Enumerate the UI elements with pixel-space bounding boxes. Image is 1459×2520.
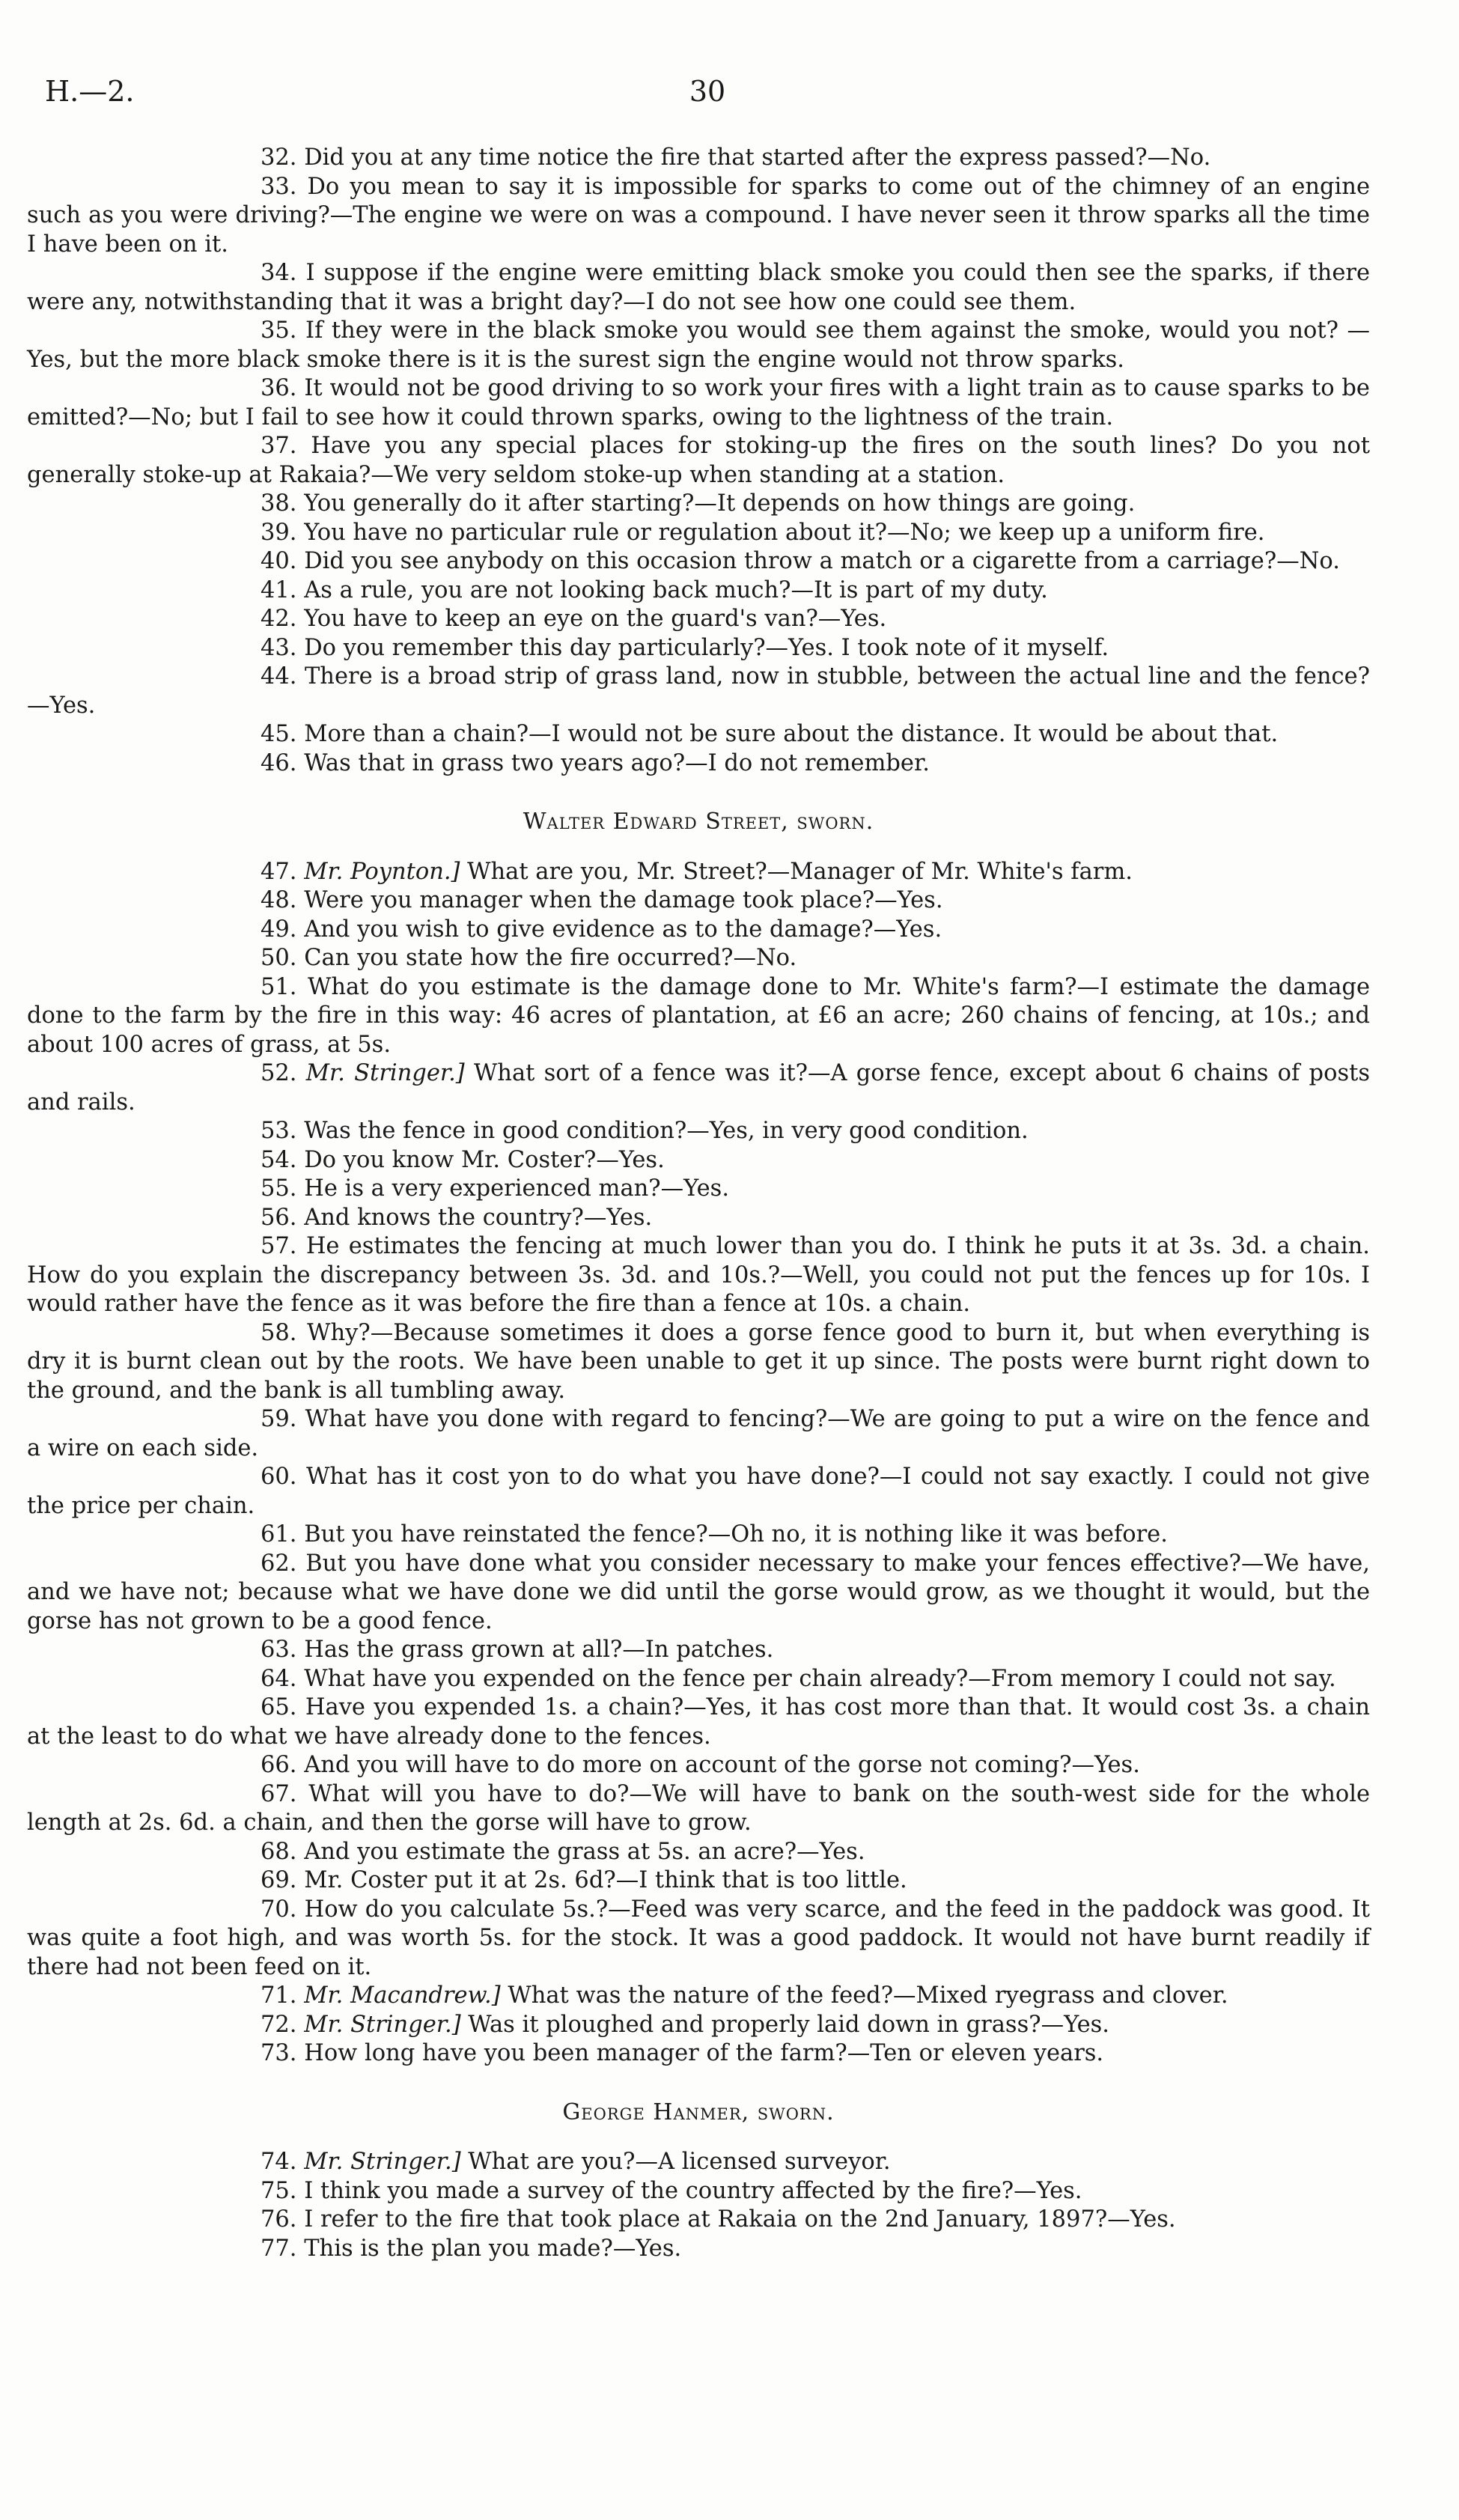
question-number: 33.	[261, 173, 297, 200]
question-answer-text: Have you expended 1s. a chain?—Yes, it has cost more than that. It would cost 3s. a chain at the least to do what we have already done to the fences.	[27, 1694, 1371, 1750]
question-answer-text: Can you state how the fire occurred?—No.	[304, 945, 797, 971]
question-number: 67.	[261, 1780, 297, 1807]
testimony-entry	[27, 519, 1370, 548]
question-number: 51.	[261, 973, 297, 1000]
testimony-entry	[27, 144, 1370, 173]
question-answer-text: Did you at any time notice the fire that started after the express passed?—No.	[304, 144, 1211, 171]
testimony-entry	[27, 634, 1370, 663]
testimony-entry	[27, 1780, 1370, 1838]
question-answer-text: Do you know Mr. Coster?—Yes.	[304, 1146, 665, 1173]
testimony-entry	[27, 317, 1370, 374]
testimony-entry	[27, 886, 1370, 916]
question-answer-text: He estimates the fencing at much lower than you do. I think he puts it at 3s. 3d. a chain. How do you explain the discrepancy between 3s. 3d. and 10s.?—Well, you could not put the fences up for 10s. I would rather have the fence as it was before the fire than a fence at 10s. a chain.	[27, 1233, 1370, 1317]
question-answer-text: I refer to the fire that took place at Rakaia on the 2nd January, 1897?—Yes.	[304, 2206, 1176, 2233]
testimony-entry	[27, 547, 1370, 576]
question-answer-text: How long have you been manager of the farm?—Ten or eleven years.	[304, 2040, 1104, 2066]
witness-heading: Walter Edward Street, sworn.	[523, 809, 874, 835]
question-answer-text: But you have reinstated the fence?—Oh no, it is nothing like it was before.	[304, 1521, 1168, 1547]
question-answer-text: What do you estimate is the damage done to Mr. White's farm?—I estimate the damage done to the farm by the fire in this way: 46 acres of plantation, at £6 an acre; 260 chains of fencing, at 10s.; and about 100 acres of grass, at 5s.	[27, 973, 1371, 1058]
question-number: 74.	[261, 2149, 297, 2175]
question-answer-text: Do you remember this day particularly?—Yes. I took note of it myself.	[304, 634, 1109, 661]
testimony-entry	[27, 749, 1370, 779]
testimony-entry	[27, 1636, 1370, 1665]
testimony-entry	[27, 576, 1370, 606]
document-body	[27, 144, 1370, 2263]
question-number: 52.	[261, 1060, 297, 1086]
testimony-entry	[27, 1896, 1370, 1982]
question-number: 32.	[261, 144, 297, 171]
witness-heading: George Hanmer, sworn.	[562, 2099, 835, 2125]
question-number: 69.	[261, 1867, 297, 1893]
question-number: 34.	[261, 260, 297, 286]
question-number: 49.	[261, 916, 297, 943]
testimony-entry	[27, 2177, 1370, 2206]
question-number: 48.	[261, 887, 297, 913]
question-answer-text: But you have done what you consider necessary to make your fences effective?—We have, and we have not; because what we have done we did until the gorse would grow, as we thought it would, but the gorse has not grown to be a good fence.	[27, 1550, 1370, 1634]
question-number: 66.	[261, 1752, 297, 1778]
question-number: 75.	[261, 2177, 297, 2204]
question-number: 61.	[261, 1521, 297, 1547]
question-answer-text: He is a very experienced man?—Yes.	[304, 1175, 730, 1202]
question-answer-text: And you wish to give evidence as to the damage?—Yes.	[304, 916, 942, 943]
question-number: 37.	[261, 433, 297, 459]
testimony-entry	[27, 1665, 1370, 1694]
question-answer-text: And you will have to do more on account of the gorse not coming?—Yes.	[304, 1752, 1140, 1778]
question-answer-text: Was it ploughed and properly laid down in grass?—Yes.	[468, 2011, 1109, 2038]
question-number: 42.	[261, 606, 297, 632]
page-number: 30	[689, 75, 726, 108]
question-number: 44.	[261, 663, 297, 690]
question-number: 45.	[261, 721, 297, 747]
testimony-entry	[27, 259, 1370, 317]
question-number: 58.	[261, 1319, 297, 1346]
question-answer-text: What are you, Mr. Street?—Manager of Mr. White's farm.	[467, 858, 1133, 885]
testimony-entry	[27, 1232, 1370, 1319]
question-number: 62.	[261, 1550, 297, 1577]
question-answer-text: Why?—Because sometimes it does a gorse fence good to burn it, but when everything is dry it is burnt clean out by the roots. We have been unable to get it up since. The posts were burnt right down to the ground, and the bank is all tumbling away.	[27, 1319, 1371, 1404]
document-id: H.—2.	[45, 75, 135, 108]
question-answer-text: Were you manager when the damage took place?—Yes.	[304, 887, 943, 913]
testimony-entry	[27, 1521, 1370, 1550]
question-number: 65.	[261, 1694, 297, 1720]
question-answer-text: And knows the country?—Yes.	[304, 1204, 653, 1231]
question-answer-text: If they were in the black smoke you would see them against the smoke, would you not? —Yes, but the more black smoke there is it is the surest sign the engine would not throw sparks.	[27, 317, 1371, 373]
question-number: 46.	[261, 749, 297, 776]
testimony-entry	[27, 1117, 1370, 1146]
examiner-name: Mr. Stringer.]	[305, 1060, 465, 1086]
question-answer-text: Mr. Coster put it at 2s. 6d?—I think that is too little.	[304, 1867, 907, 1893]
question-number: 47.	[261, 858, 297, 885]
question-answer-text: What have you expended on the fence per chain already?—From memory I could not say.	[304, 1665, 1336, 1692]
question-number: 39.	[261, 519, 297, 546]
question-number: 76.	[261, 2206, 297, 2233]
question-number: 35.	[261, 317, 297, 344]
testimony-entry	[27, 1204, 1370, 1233]
testimony-entry	[27, 605, 1370, 634]
question-answer-text: Was that in grass two years ago?—I do not remember.	[304, 749, 930, 776]
examiner-name: Mr. Stringer.]	[304, 2149, 461, 2175]
question-number: 63.	[261, 1637, 297, 1663]
question-answer-text: You have no particular rule or regulation about it?—No; we keep up a uniform fire.	[304, 519, 1265, 546]
question-answer-text: What will you have to do?—We will have to bank on the south-west side for the whole length at 2s. 6d. a chain, and then the gorse will have to grow.	[27, 1780, 1371, 1836]
question-answer-text: And you estimate the grass at 5s. an acre?—Yes.	[304, 1838, 865, 1865]
question-number: 41.	[261, 576, 297, 603]
examiner-name: Mr. Poynton.]	[304, 858, 460, 885]
question-answer-text: Was the fence in good condition?—Yes, in very good condition.	[304, 1118, 1029, 1144]
testimony-entry	[27, 944, 1370, 973]
testimony-entry	[27, 1693, 1370, 1751]
question-answer-text: More than a chain?—I would not be sure about the distance. It would be about that.	[304, 721, 1279, 747]
testimony-entry	[27, 2235, 1370, 2264]
question-number: 57.	[261, 1233, 297, 1259]
question-answer-text: It would not be good driving to so work your fires with a light train as to cause sparks to be emitted?—No; but I fail to see how it could thrown sparks, owing to the lightness of the train.	[27, 375, 1370, 430]
testimony-entry	[27, 1550, 1370, 1637]
question-answer-text: I think you made a survey of the country affected by the fire?—Yes.	[304, 2177, 1082, 2204]
question-answer-text: Did you see anybody on this occasion throw a match or a cigarette from a carriage?—No.	[304, 548, 1340, 574]
testimony-entry	[27, 858, 1370, 887]
testimony-entry	[27, 173, 1370, 260]
testimony-entry	[27, 973, 1370, 1060]
question-number: 43.	[261, 634, 297, 661]
testimony-entry	[27, 1319, 1370, 1406]
question-answer-text: How do you calculate 5s.?—Feed was very scarce, and the feed in the paddock was good. It was quite a foot high, and was worth 5s. for the stock. It was a good paddock. It would not have burnt readily if there had not been feed on it.	[27, 1896, 1370, 1980]
testimony-entry	[27, 1405, 1370, 1463]
question-number: 53.	[261, 1118, 297, 1144]
testimony-entry	[27, 490, 1370, 519]
question-answer-text: I suppose if the engine were emitting black smoke you could then see the sparks, if there were any, notwithstanding that it was a bright day?—I do not see how one could see them.	[27, 260, 1370, 315]
question-number: 70.	[261, 1896, 297, 1923]
page-header	[45, 75, 1370, 112]
question-answer-text: Do you mean to say it is impossible for sparks to come out of the chimney of an engine such as you were driving?—The engine we were on was a compound. I have never seen it throw sparks all the time I have been on it.	[27, 173, 1370, 258]
testimony-entry	[27, 1175, 1370, 1204]
question-answer-text: You generally do it after starting?—It depends on how things are going.	[304, 490, 1136, 517]
question-number: 77.	[261, 2235, 297, 2262]
question-answer-text: What sort of a fence was it?—A gorse fence, except about 6 chains of posts and rails.	[27, 1060, 1371, 1116]
testimony-entry	[27, 663, 1370, 720]
testimony-entry	[27, 432, 1370, 490]
question-number: 68.	[261, 1838, 297, 1865]
testimony-entry	[27, 2206, 1370, 2235]
question-answer-text: Have you any special places for stoking-up the fires on the south lines? Do you not generally stoke-up at Rakaia?—We very seldom stoke-up when standing at a station.	[27, 433, 1370, 488]
testimony-entry	[27, 1059, 1370, 1117]
question-number: 73.	[261, 2040, 297, 2066]
examiner-name: Mr. Stringer.]	[304, 2011, 461, 2038]
testimony-entry	[27, 2039, 1370, 2069]
testimony-entry	[27, 1751, 1370, 1780]
question-number: 55.	[261, 1175, 297, 1202]
question-number: 38.	[261, 490, 297, 517]
testimony-entry	[27, 1463, 1370, 1521]
testimony-entry	[27, 1838, 1370, 1867]
question-answer-text: What are you?—A licensed surveyor.	[468, 2149, 891, 2175]
question-number: 60.	[261, 1464, 297, 1490]
question-answer-text: Has the grass grown at all?—In patches.	[304, 1637, 774, 1663]
testimony-entry	[27, 1982, 1370, 2011]
question-answer-text: There is a broad strip of grass land, now in stubble, between the actual line and the fence? —Yes.	[27, 663, 1371, 719]
testimony-entry	[27, 2148, 1370, 2177]
testimony-entry	[27, 720, 1370, 749]
question-answer-text: As a rule, you are not looking back much?—It is part of my duty.	[304, 576, 1048, 603]
question-number: 36.	[261, 375, 297, 401]
question-number: 54.	[261, 1146, 297, 1173]
question-answer-text: What have you done with regard to fencing?—We are going to put a wire on the fence and a wire on each side.	[27, 1406, 1370, 1461]
testimony-entry	[27, 1146, 1370, 1175]
question-number: 64.	[261, 1665, 297, 1692]
question-answer-text: This is the plan you made?—Yes.	[304, 2235, 682, 2262]
testimony-entry	[27, 916, 1370, 945]
question-number: 72.	[261, 2011, 297, 2038]
examiner-name: Mr. Macandrew.]	[304, 1982, 501, 2009]
question-number: 56.	[261, 1204, 297, 1231]
testimony-entry	[27, 1866, 1370, 1896]
question-answer-text: You have to keep an eye on the guard's van?—Yes.	[304, 606, 887, 632]
question-answer-text: What has it cost yon to do what you have done?—I could not say exactly. I could not give the price per chain.	[27, 1464, 1370, 1519]
question-number: 59.	[261, 1406, 297, 1432]
question-answer-text: What was the nature of the feed?—Mixed ryegrass and clover.	[508, 1982, 1228, 2009]
question-number: 50.	[261, 945, 297, 971]
testimony-entry	[27, 374, 1370, 432]
question-number: 40.	[261, 548, 297, 574]
testimony-entry	[27, 2011, 1370, 2040]
question-number: 71.	[261, 1982, 297, 2009]
